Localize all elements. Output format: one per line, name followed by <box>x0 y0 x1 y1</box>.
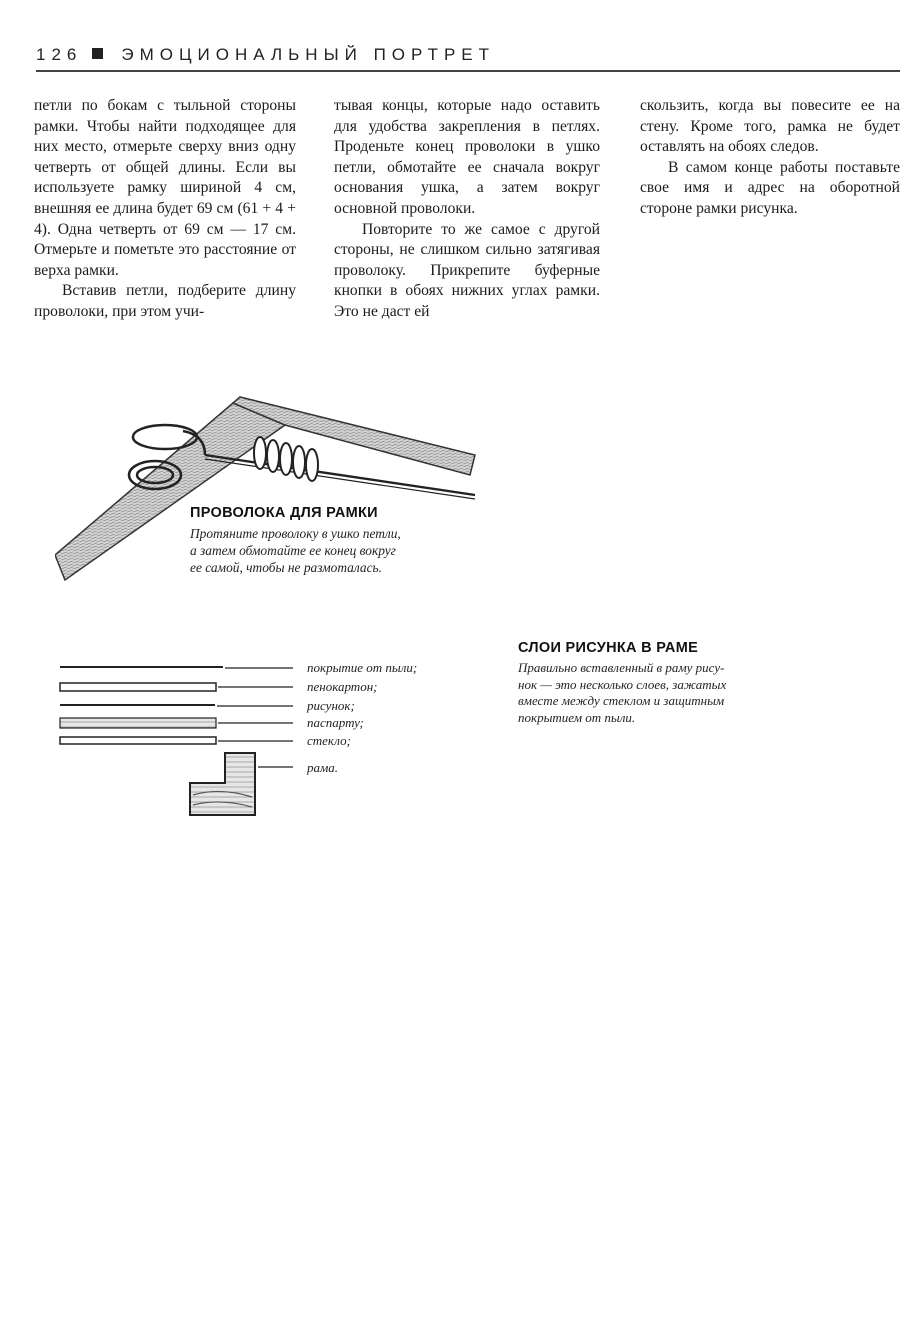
caption-line: а затем обмотайте ее конец вокруг <box>190 543 396 558</box>
figure-caption <box>518 660 726 726</box>
caption-line: вместе между стеклом и защитным <box>518 693 725 708</box>
caption-line: нок — это несколько слоев, зажатых <box>518 676 727 692</box>
caption-line: покрытием от пыли. <box>518 709 636 725</box>
paragraph: скользить, когда вы повесите ее на стену. Кроме того, рамка не будет оставлять на обоях следов. <box>640 97 900 156</box>
layer-label: пенокартон; <box>307 679 378 694</box>
text-column-2 <box>334 96 600 323</box>
layer-label: стекло; <box>307 733 351 748</box>
text-column-3 <box>640 96 900 220</box>
caption-line: Протяните проволоку в ушко петли, <box>190 526 401 541</box>
figure-caption <box>190 525 401 576</box>
layer-label: рисунок; <box>307 698 355 713</box>
running-header <box>36 45 900 69</box>
figure-title: ПРОВОЛОКА ДЛЯ РАМКИ <box>190 505 378 521</box>
caption-line: Правильно вставленный в раму рису- <box>518 660 725 675</box>
caption-line: ее самой, чтобы не размоталась. <box>190 560 382 575</box>
square-bullet-icon <box>92 48 103 59</box>
paragraph: Вставив петли, подберите длину проволоки, при этом учи- <box>34 282 296 320</box>
header-rule <box>36 70 900 72</box>
paragraph: тывая концы, которые надо оставить для удобства закрепления в петлях. Проденьте конец проволоки в ушко петли, обмотайте ее сначала вокруг основания ушка, а затем вокруг основной проволоки. <box>334 97 600 217</box>
page-number: 126 <box>36 45 83 64</box>
figure-title: СЛОИ РИСУНКА В РАМЕ <box>518 640 699 656</box>
running-title: ЭМОЦИОНАЛЬНЫЙ ПОРТРЕТ <box>121 45 496 64</box>
layer-label: покрытие от пыли; <box>307 660 418 675</box>
layer-label: рама. <box>307 760 339 775</box>
paragraph: петли по бокам с тыльной стороны рамки. Чтобы найти подходящее для них место, отмерьте сверху вниз одну четверть от общей длины. Если вы используете рамку шириной 4 см, внешняя ее длина будет 69 см (61 + 4 + 4). Одна четверть от 69 см — 17 см. Отмерьте и пометьте это расстояние от верха рамки. <box>34 97 296 279</box>
text-column-1 <box>34 96 296 323</box>
paragraph: Повторите то же самое с другой стороны, не слишком сильно затягивая проволоку. Прикрепите буферные кнопки в обоях нижних углах рамки. Это не даст ей <box>334 220 600 320</box>
paragraph: В самом конце работы поставьте свое имя и адрес на оборотной стороне рамки рисунка. <box>640 158 900 217</box>
frame-layers-illustration <box>55 655 305 830</box>
layer-label: паспарту; <box>307 715 364 730</box>
